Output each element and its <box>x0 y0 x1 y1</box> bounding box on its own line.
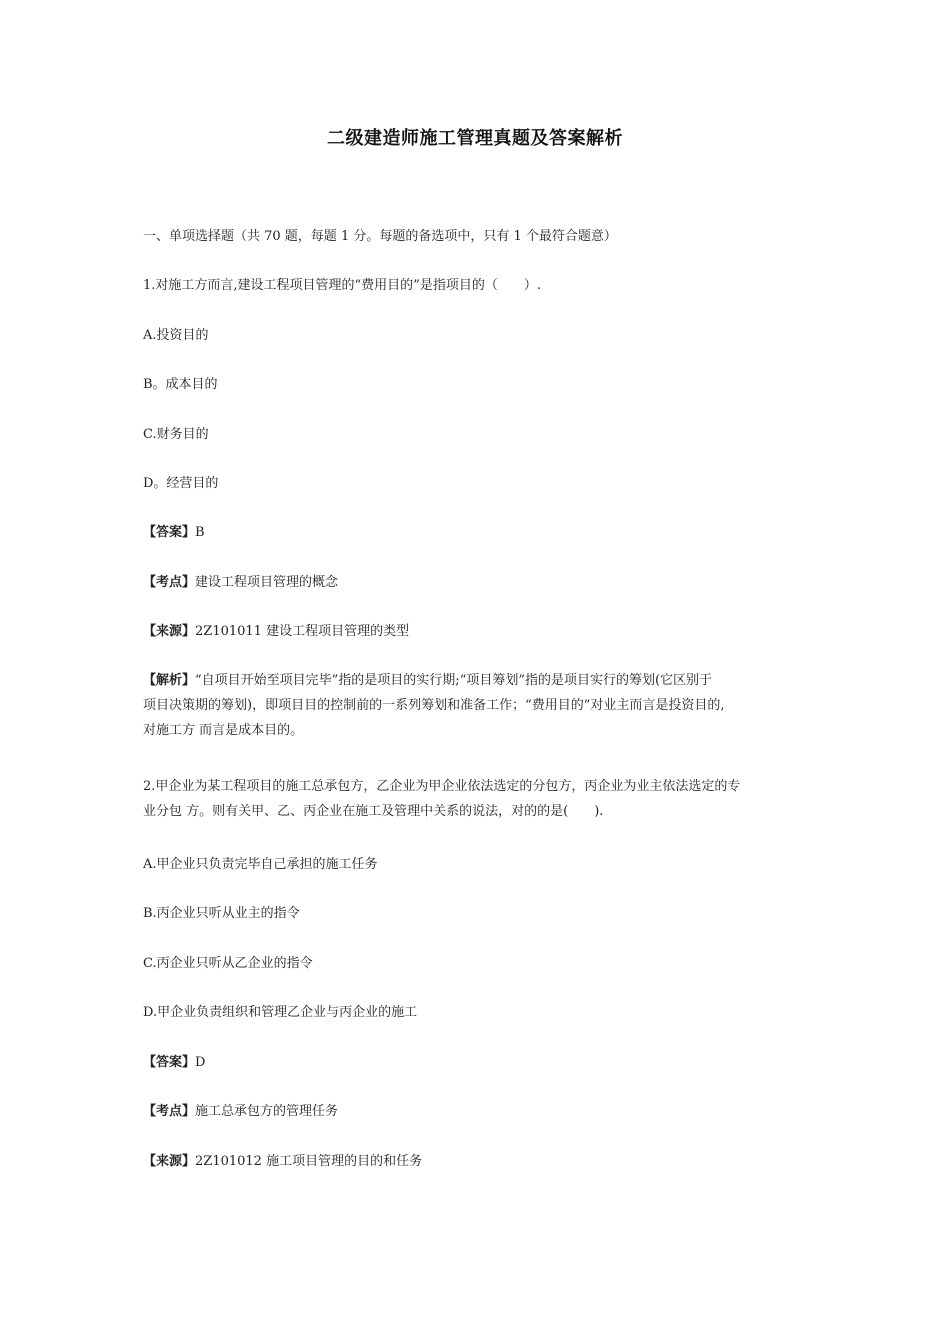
source-value: 2Z101011 建设工程项目管理的类型 <box>195 624 410 639</box>
analysis-line-2: 项目决策期的筹划)，即项目目的控制前的一系列筹划和准备工作；“费用目的”对业主而言是投资目的, <box>143 698 725 713</box>
answer-value: D <box>195 1055 206 1070</box>
question-1-option-d: D。经营目的 <box>143 476 219 491</box>
analysis-line-1 <box>143 668 813 693</box>
question-2-option-d: D.甲企业负责组织和管理乙企业与丙企业的施工 <box>143 1005 418 1020</box>
question-1-option-c: C.财务目的 <box>143 427 209 442</box>
answer-tag: 【答案】 <box>143 1055 196 1070</box>
question-1-source <box>143 622 813 642</box>
question-2-source <box>143 1152 813 1172</box>
source-tag: 【来源】 <box>143 624 196 639</box>
question-2-stem <box>143 774 813 824</box>
analysis-line-3: 对施工方 而言是成本目的。 <box>143 723 304 738</box>
question-2-stem-line-2: 业分包 方。则有关甲、乙、丙企业在施工及管理中关系的说法，对的的是( ). <box>143 804 604 819</box>
source-value: 2Z101012 施工项目管理的目的和任务 <box>195 1154 423 1169</box>
question-2-answer <box>143 1053 813 1073</box>
point-value: 建设工程项目管理的概念 <box>195 575 339 590</box>
answer-tag: 【答案】 <box>143 525 196 540</box>
question-2-stem-line-1: 2.甲企业为某工程项目的施工总承包方，乙企业为甲企业依法选定的分包方，丙企业为业主依法选定的专 <box>143 779 741 794</box>
document-title: 二级建造师施工管理真题及答案解析 <box>327 128 623 149</box>
analysis-tag: 【解析】 <box>143 673 196 688</box>
question-2-option-c: C.丙企业只听从乙企业的指令 <box>143 956 313 971</box>
point-tag: 【考点】 <box>143 575 196 590</box>
point-tag: 【考点】 <box>143 1104 196 1119</box>
point-value: 施工总承包方的管理任务 <box>195 1104 339 1119</box>
question-1-analysis <box>143 668 813 743</box>
question-1-option-a: A.投资目的 <box>143 328 209 343</box>
analysis-text-1: “自项目开始至项目完毕”指的是项目的实行期;“项目筹划”指的是项目实行的筹划(它区别于 <box>195 673 713 688</box>
question-1-answer <box>143 523 813 543</box>
source-tag: 【来源】 <box>143 1154 196 1169</box>
question-1-point <box>143 573 813 593</box>
section-header: 一、单项选择题（共 70 题，每题 1 分。每题的备选项中，只有 1 个最符合题意） <box>143 229 617 244</box>
question-1-option-b: B。成本目的 <box>143 377 218 392</box>
question-2-option-b: B.丙企业只听从业主的指令 <box>143 906 300 921</box>
question-2-point <box>143 1102 813 1122</box>
answer-value: B <box>195 525 205 540</box>
question-2-option-a: A.甲企业只负责完毕自己承担的施工任务 <box>143 857 378 872</box>
question-1-stem: 1.对施工方而言,建设工程项目管理的“费用目的”是指项目的（ ）. <box>143 278 541 293</box>
